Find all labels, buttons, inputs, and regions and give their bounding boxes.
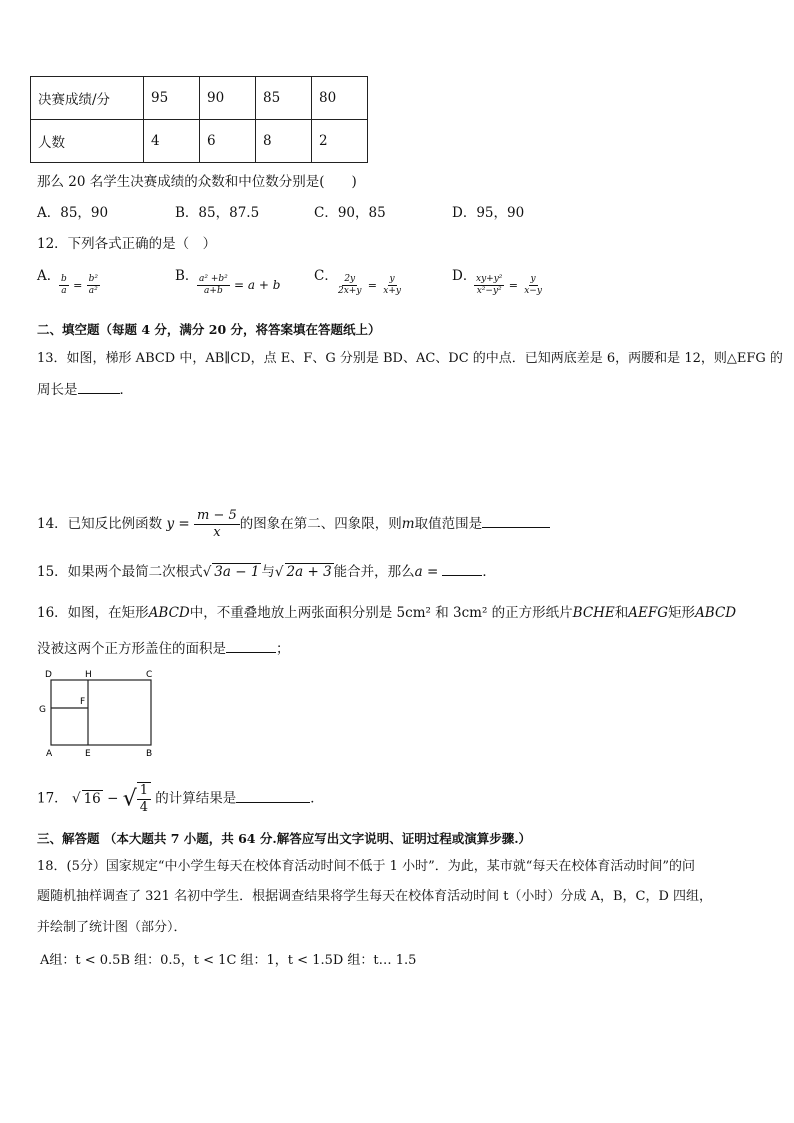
- q16-text: 16．如图，在矩形: [37, 605, 149, 621]
- q13-text: 周长是: [37, 382, 78, 398]
- sqrt-icon: √: [202, 564, 212, 580]
- option-label: C．: [314, 268, 338, 284]
- q11-option-d[interactable]: D．95，90: [452, 205, 525, 221]
- fraction: [336, 274, 363, 297]
- q15-a: a =: [414, 564, 439, 580]
- q12-option-b[interactable]: [175, 264, 281, 296]
- q11-stem: 那么 20 名学生决赛成绩的众数和中位数分别是( ): [37, 174, 357, 190]
- equals-sign: =: [367, 279, 377, 292]
- q17-end: ．: [310, 790, 324, 807]
- equals-sign: =: [73, 279, 83, 292]
- q17-minus: −: [107, 790, 119, 807]
- q14-fraction: [194, 508, 240, 541]
- denominator: a: [61, 286, 67, 296]
- q16-answer-blank[interactable]: [226, 640, 276, 653]
- q16-abcd-2: ABCD: [695, 605, 737, 621]
- denominator: x²−y²: [476, 286, 502, 296]
- q16-abcd: ABCD: [148, 605, 190, 621]
- q11-option-c[interactable]: C．90，85: [314, 205, 386, 221]
- score-table: [30, 76, 368, 163]
- fraction: [197, 274, 230, 297]
- q16-aefg: AEFG: [628, 605, 669, 621]
- section-3-title: 三、解答题 （本大题共 7 小题，共 64 分.解答应写出文字说明、证明过程或演算步骤.）: [37, 831, 532, 846]
- q12-b-formula: [197, 274, 280, 297]
- table-row: [31, 120, 368, 163]
- q14-y: y =: [166, 516, 190, 532]
- fraction: [474, 274, 504, 297]
- q18-groups: A组：t < 0.5B 组：0.5，t < 1C 组：1，t < 1.5D 组：t… 1.5: [40, 953, 417, 968]
- q18-line3: 并绘制了统计图（部分）．: [37, 920, 187, 935]
- q14-post: 取值范围是: [414, 516, 483, 532]
- q12-option-c[interactable]: [314, 264, 401, 296]
- numerator: m − 5: [194, 508, 240, 525]
- q13-end: ．: [119, 382, 133, 398]
- numerator: xy+y²: [476, 274, 503, 284]
- fraction: [381, 274, 403, 297]
- label-d: D: [45, 670, 52, 680]
- q11-option-b[interactable]: B．85，87.5: [175, 205, 260, 221]
- table-cell: 80: [312, 77, 368, 120]
- q15-text: 15．如果两个最简二次根式: [37, 564, 203, 580]
- rhs: = a + b: [234, 278, 281, 292]
- table-cell: 决赛成绩/分: [31, 77, 144, 120]
- q17-line: [37, 782, 324, 816]
- q17-fraction: [137, 782, 151, 816]
- q14-text: 14．已知反比例函数: [37, 516, 163, 532]
- label-f: F: [80, 697, 86, 707]
- q13-line1: 13．如图，梯形 ABCD 中，AB∥CD，点 E、F、G 分别是 BD、AC、DC 的中点．已知两底差是 6，两腰和是 12，则△EFG 的: [37, 351, 783, 366]
- numerator: 1: [137, 783, 151, 800]
- q16-line2: [37, 637, 290, 657]
- table-cell: 85: [256, 77, 312, 120]
- table-cell: 4: [144, 120, 200, 163]
- q15-mid: 能合并，那么: [333, 564, 415, 580]
- q16-and: 和: [614, 605, 629, 621]
- q17-radicand: 16: [83, 790, 101, 807]
- q12-c-formula: [336, 274, 403, 297]
- q16-bche: BCHE: [572, 605, 615, 621]
- numerator: a² +b²: [199, 274, 228, 284]
- q15-and: 与: [261, 564, 275, 580]
- denominator: x−y: [524, 286, 542, 296]
- q15-radicand-2: 2a + 3: [286, 564, 332, 580]
- denominator: a²: [88, 286, 98, 296]
- q12-a-formula: [59, 274, 100, 297]
- q17-text: 17．: [37, 790, 68, 807]
- label-g: G: [39, 705, 46, 715]
- denominator: x+y: [383, 286, 401, 296]
- q16-text-2: 没被这两个正方形盖住的面积是: [37, 641, 226, 657]
- denominator: 4: [139, 800, 148, 815]
- denominator: 2x+y: [338, 286, 362, 296]
- sqrt-icon: √: [274, 564, 284, 580]
- numerator: b: [61, 274, 67, 284]
- sqrt-icon: √: [122, 786, 137, 812]
- q16-post: 矩形: [668, 605, 696, 621]
- fraction: [522, 274, 544, 297]
- q16-line1: [37, 601, 736, 621]
- option-label: D．: [452, 268, 477, 284]
- q14-answer-blank[interactable]: [482, 515, 550, 528]
- label-c: C: [146, 670, 153, 680]
- numerator: b²: [88, 274, 98, 284]
- q16-end: ；: [276, 641, 290, 657]
- label-a: A: [46, 749, 53, 758]
- q13-line2: [37, 378, 133, 398]
- numerator: 2y: [344, 274, 356, 284]
- option-label: B．: [175, 268, 199, 284]
- q18-line1: 18．(5分）国家规定“中小学生每天在校体育活动时间不低于 1 小时”．为此，某市就“每天在校体育活动时间”的问: [37, 859, 696, 874]
- rectangle-figure: [36, 666, 162, 758]
- q17-post: 的计算结果是: [155, 790, 237, 807]
- table-cell: 8: [256, 120, 312, 163]
- numerator: y: [530, 274, 536, 284]
- table-cell: 90: [200, 77, 256, 120]
- q15-line: [37, 560, 496, 580]
- q12-option-d[interactable]: [452, 264, 542, 296]
- q12-stem: 12．下列各式正确的是（ ）: [37, 236, 217, 252]
- table-cell: 95: [144, 77, 200, 120]
- fraction: [59, 274, 69, 297]
- q11-option-a[interactable]: A．85，90: [37, 205, 109, 221]
- table-row: [31, 77, 368, 120]
- label-e: E: [85, 749, 91, 758]
- q14-m: m: [401, 516, 415, 532]
- q12-d-formula: [474, 274, 544, 297]
- q17-answer-blank[interactable]: [236, 790, 310, 803]
- q12-option-a[interactable]: [37, 264, 98, 296]
- table-cell: 2: [312, 120, 368, 163]
- q14-mid: 的图象在第二、四象限，则: [239, 516, 402, 532]
- denominator: a+b: [204, 286, 223, 296]
- label-h: H: [85, 670, 92, 680]
- denominator: x: [213, 525, 221, 540]
- table-cell: 6: [200, 120, 256, 163]
- q15-answer-blank[interactable]: [442, 563, 482, 576]
- equals-sign: =: [508, 279, 518, 292]
- label-b: B: [146, 749, 153, 758]
- table-cell: 人数: [31, 120, 144, 163]
- option-label: A．: [37, 268, 61, 284]
- sqrt-icon: √: [71, 790, 81, 807]
- q18-line2: 题随机抽样调查了 321 名初中学生．根据调查结果将学生每天在校体育活动时间 t（小时）分成 A，B，C，D 四组，: [37, 889, 713, 904]
- numerator: y: [389, 274, 395, 284]
- q15-end: ．: [482, 564, 496, 580]
- q14-line: [37, 508, 550, 541]
- rect-abcd: [51, 680, 151, 745]
- q15-radicand-1: 3a − 1: [214, 564, 260, 580]
- fraction: [87, 274, 100, 297]
- q13-answer-blank[interactable]: [78, 381, 120, 394]
- section-2-title: 二、填空题（每题 4 分，满分 20 分，将答案填在答题纸上）: [37, 322, 381, 337]
- q16-mid: 中，不重叠地放上两张面积分别是 5cm² 和 3cm² 的正方形纸片: [189, 605, 573, 621]
